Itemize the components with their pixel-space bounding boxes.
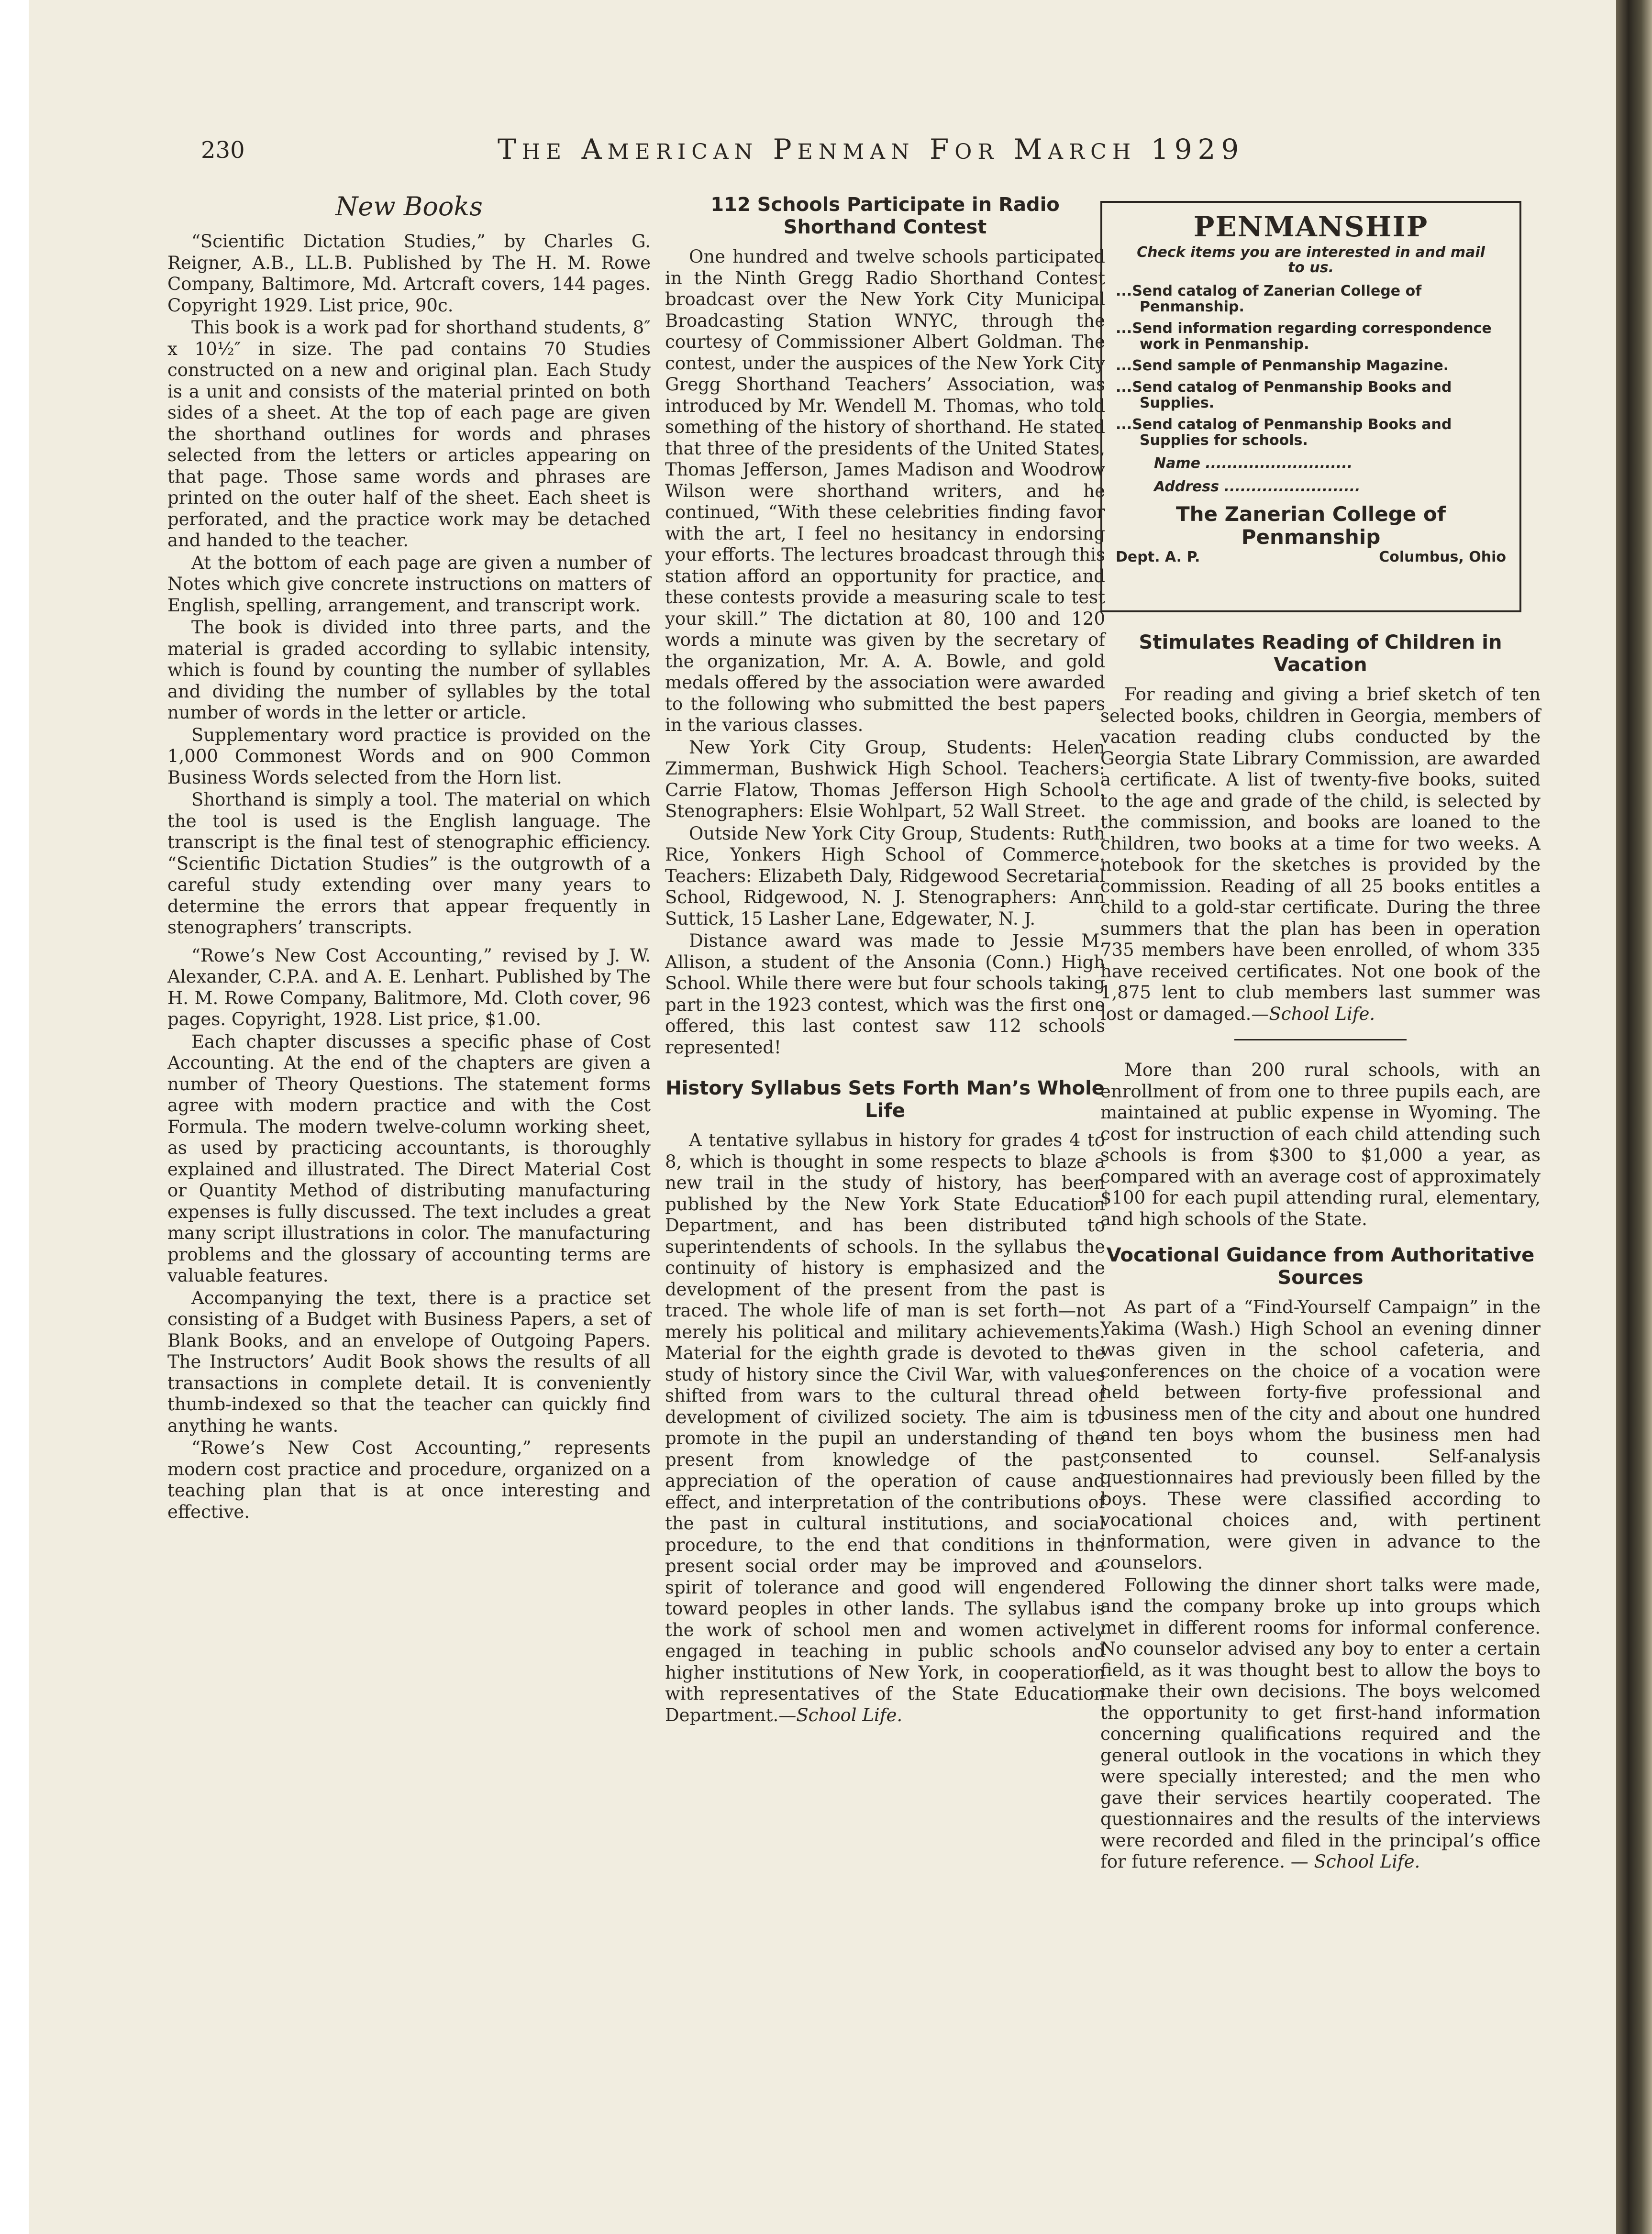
reading-children-heading: Stimulates Reading of Children in Vacation: [1139, 631, 1502, 676]
paragraph: “Scientific Dictation Studies,” by Charles G. Reigner, A.B., LL.B. Published by The H. M. Rowe Company, Baltimore, Md. Artcraft covers, 144 pages. Copyright 1929. List price, 90c.: [167, 231, 651, 316]
paragraph: Supplementary word practice is provided on the 1,000 Commonest Words and on 900 Common Business Words selected from the Horn list.: [167, 724, 651, 788]
title-word: AMERICAN: [581, 133, 759, 166]
new-books-heading: New Books: [335, 191, 483, 221]
history-syllabus-heading: History Syllabus Sets Forth Man’s Whole Life: [665, 1077, 1105, 1122]
paragraph: Shorthand is simply a tool. The material on which the tool is used is the English language. The transcript is the final test of stenographic efficiency. “Scientific Dictation Studies” is the outgrowth of a careful study extending over many years to determine the errors that appear frequently in stenographers’ transcripts.: [167, 789, 651, 938]
paragraph: For reading and giving a brief sketch of ten selected books, children in Georgia, members of vacation reading clubs conducted by the Georgia State Library Commission, are awarded a certificate. A list of twenty-five books, suited to the age and grade of the child, is selected by the commission, and books are loaned to the children, two books at a time for two weeks. A notebook for the sketches is provided by the commission. Reading of all 25 books entitles a child to a gold-star certificate. During the three summers that the plan has been in operation 735 members have been enrolled, of whom 335 have received certificates. Not one book of the 1,875 lent to club members last summer was lost or damaged.—School Life.: [1100, 684, 1541, 1024]
paragraph: Distance award was made to Jessie M. Allison, a student of the Ansonia (Conn.) High School. While there were but four schools taking part in the 1923 contest, which was the first one offered, this last contest saw 112 schools represented!: [665, 930, 1105, 1058]
magazine-page: [29, 0, 1616, 2234]
paragraph: New York City Group, Students: Helen Zimmerman, Bushwick High School. Teachers: Carrie Flatow, Thomas Jefferson High School. Stenographers: Elsie Wohlpart, 52 Wall Street.: [665, 737, 1105, 821]
ad-item: ...Send catalog of Penmanship Books and Supplies for schools.: [1116, 416, 1452, 449]
section-divider: [1234, 1039, 1407, 1040]
source-credit: —School Life.: [1251, 1003, 1375, 1024]
penmanship-ad-box: [1100, 201, 1521, 612]
page-number: 230: [201, 137, 245, 164]
ad-item: ...Send catalog of Zanerian College of Penmanship.: [1116, 283, 1422, 315]
paragraph: One hundred and twelve schools participated in the Ninth Gregg Radio Shorthand Contest broadcast over the New York City Municipal Broadcasting Station WNYC, through the courtesy of Commissioner Albert Goldman. The contest, under the auspices of the New York City Gregg Shorthand Teachers’ Association, was introduced by Mr. Wendell M. Thomas, who told something of the history of shorthand. He stated that three of the presidents of the United States, Thomas Jefferson, James Madison and Woodrow Wilson were shorthand writers, and he continued, “With these celebrities finding favor with the art, I feel no hesitancy in endorsing your efforts. The lectures broadcast through this station afford an opportunity for practice, and these contests provide a measuring scale to test your skill.” The dictation at 80, 100 and 120 words a minute was given by the secretary of the organization, Mr. A. A. Bowle, and gold medals offered by the association were awarded to the following who submitted the best papers in the various classes.: [665, 246, 1105, 735]
paragraph: At the bottom of each page are given a number of Notes which give concrete instructions on matters of English, spelling, arrangement, and transcript work.: [167, 552, 651, 616]
radio-contest-heading: 112 Schools Participate in Radio Shorthand Contest: [710, 194, 1060, 238]
title-word: THE: [498, 133, 567, 166]
title-word: PENMAN: [773, 133, 915, 166]
ad-item: ...Send sample of Penmanship Magazine.: [1116, 357, 1449, 374]
ad-address-field: Address .........................: [1154, 478, 1361, 495]
ad-instruction: Check items you are interested in and mail to us.: [1137, 244, 1485, 276]
column-right: [1100, 631, 1541, 1874]
paragraph: “Rowe’s New Cost Accounting,” revised by J. W. Alexander, C.P.A. and A. E. Lenhart. Published by The H. M. Rowe Company, Balitmore, Md. Cloth cover, 96 pages. Copyright, 1928. List price, $1.00.: [167, 945, 651, 1029]
ad-org-name: The Zanerian College of Penmanship: [1175, 502, 1446, 549]
paragraph: A tentative syllabus in history for grades 4 to 8, which is thought in some respects to blaze a new trail in the study of history, has been published by the New York State Education Department, and has been distributed to superintendents of schools. In the syllabus the continuity of history is emphasized and the development of the present from the past is traced. The whole life of man is set forth—not merely his political and military achievements. Material for the eighth grade is devoted to the study of history since the Civil War, with values shifted from wars to the cultural thread of development of civilized society. The aim is to promote in the pupil an understanding of the present from knowledge of the past, appreciation of the operation of cause and effect, and interpretation of the contributions of the past in cultural institutions, and social procedure, to the end that conditions in the present social order may be improved and a spirit of tolerance and good will engendered toward peoples in other lands. The syllabus is the work of school men and women actively engaged in teaching in public schools and higher institutions of New York, in cooperation with representatives of the State Education Department.—School Life.: [665, 1130, 1105, 1725]
ad-footer: [1116, 549, 1506, 565]
paragraph: “Rowe’s New Cost Accounting,” represents modern cost practice and procedure, organized on a teaching plan that is at once interesting and effective.: [167, 1438, 651, 1522]
source-credit: —School Life.: [778, 1704, 903, 1725]
paragraph: As part of a “Find-Yourself Campaign” in the Yakima (Wash.) High School an evening dinner was given in the school cafeteria, and conferences on the choice of a vocation were held between forty-five professional and business men of the city and about one hundred and ten boys whom the business men had consented to counsel. Self-analysis questionnaires had previously been filled by the boys. These were classified according to vocational choices and, with pertinent information, were given in advance to the counselors.: [1100, 1297, 1541, 1573]
ad-name-field: Name ...........................: [1154, 455, 1353, 472]
paragraph: More than 200 rural schools, with an enrollment of from one to three pupils each, are maintained at public expense in Wyoming. The cost for instruction of each child attending such schools is from $300 to $1,000 a year, as compared with an average cost of approximately $100 for each pupil attending rural, elementary, and high schools of the State.: [1100, 1060, 1541, 1229]
paragraph: The book is divided into three parts, and the material is graded according to syllabic intensity, which is found by counting the number of syllables and dividing the number of syllables by the total number of words in the letter or article.: [167, 617, 651, 723]
vocational-guidance-heading: Vocational Guidance from Authoritative Sources: [1106, 1244, 1535, 1289]
ad-city: Columbus, Ohio: [1379, 549, 1506, 565]
title-word: FOR: [930, 133, 999, 166]
column-new-books: [167, 191, 651, 1524]
paragraph: Following the dinner short talks were made, and the company broke up into groups which met in different rooms for informal conference. No counselor advised any boy to enter a certain field, as it was thought best to allow the boys to make their own decisions. The boys welcomed the opportunity to get first-hand information concerning qualifications required and the general outlook in the vocations in which they were specially interested; and the men who gave their services heartily cooperated. The questionnaires and the results of the interviews were recorded and filed in the principal’s office for future reference. — School Life.: [1100, 1574, 1541, 1872]
running-title: [498, 133, 1244, 166]
page-left-margin: [0, 0, 29, 2234]
ad-title: PENMANSHIP: [1193, 210, 1429, 243]
title-word: MARCH: [1013, 133, 1137, 166]
source-credit: School Life.: [1314, 1851, 1420, 1872]
ad-dept: Dept. A. P.: [1116, 549, 1200, 565]
paragraph: Accompanying the text, there is a practice set consisting of a Budget with Business Papers, a set of Blank Books, and an envelope of Outgoing Papers. The Instructors’ Audit Book shows the results of all transactions in complete detail. It is conveniently thumb-indexed so that the teacher can quickly find anything he wants.: [167, 1287, 651, 1436]
paragraph: This book is a work pad for shorthand students, 8″ x 10½″ in size. The pad contains 70 Studies constructed on a new and original plan. Each Study is a unit and consists of the material printed on both sides of a sheet. At the top of each page are given the shorthand outlines for words and phrases selected from the letters or articles appearing on that page. Those same words and phrases are printed on the outer half of the sheet. Each sheet is perforated, and the practice work may be detached and handed to the teacher.: [167, 317, 651, 551]
title-word: 1929: [1151, 133, 1245, 166]
paragraph: Outside New York City Group, Students: Ruth Rice, Yonkers High School of Commerce. Teachers: Elizabeth Daly, Ridgewood Secretarial School, Ridgewood, N. J. Stenographers: Ann Suttick, 15 Lasher Lane, Edgewater, N. J.: [665, 823, 1105, 929]
column-radio-contest: [665, 194, 1105, 1727]
binding-shadow: [1616, 0, 1652, 2234]
ad-item: ...Send information regarding correspondence work in Penmanship.: [1116, 320, 1492, 353]
paragraph: Each chapter discusses a specific phase of Cost Accounting. At the end of the chapters are given a number of Theory Questions. The statement forms agree with modern practice and with the Cost Formula. The modern twelve-column working sheet, as used by practicing accountants, is thoroughly explained and illustrated. The Direct Material Cost or Quantity Method of distributing manufacturing expenses is fully discussed. The text includes a great many script illustrations in color. The manufacturing problems and the glossary of accounting terms are valuable features.: [167, 1031, 651, 1286]
ad-item: ...Send catalog of Penmanship Books and Supplies.: [1116, 379, 1452, 411]
